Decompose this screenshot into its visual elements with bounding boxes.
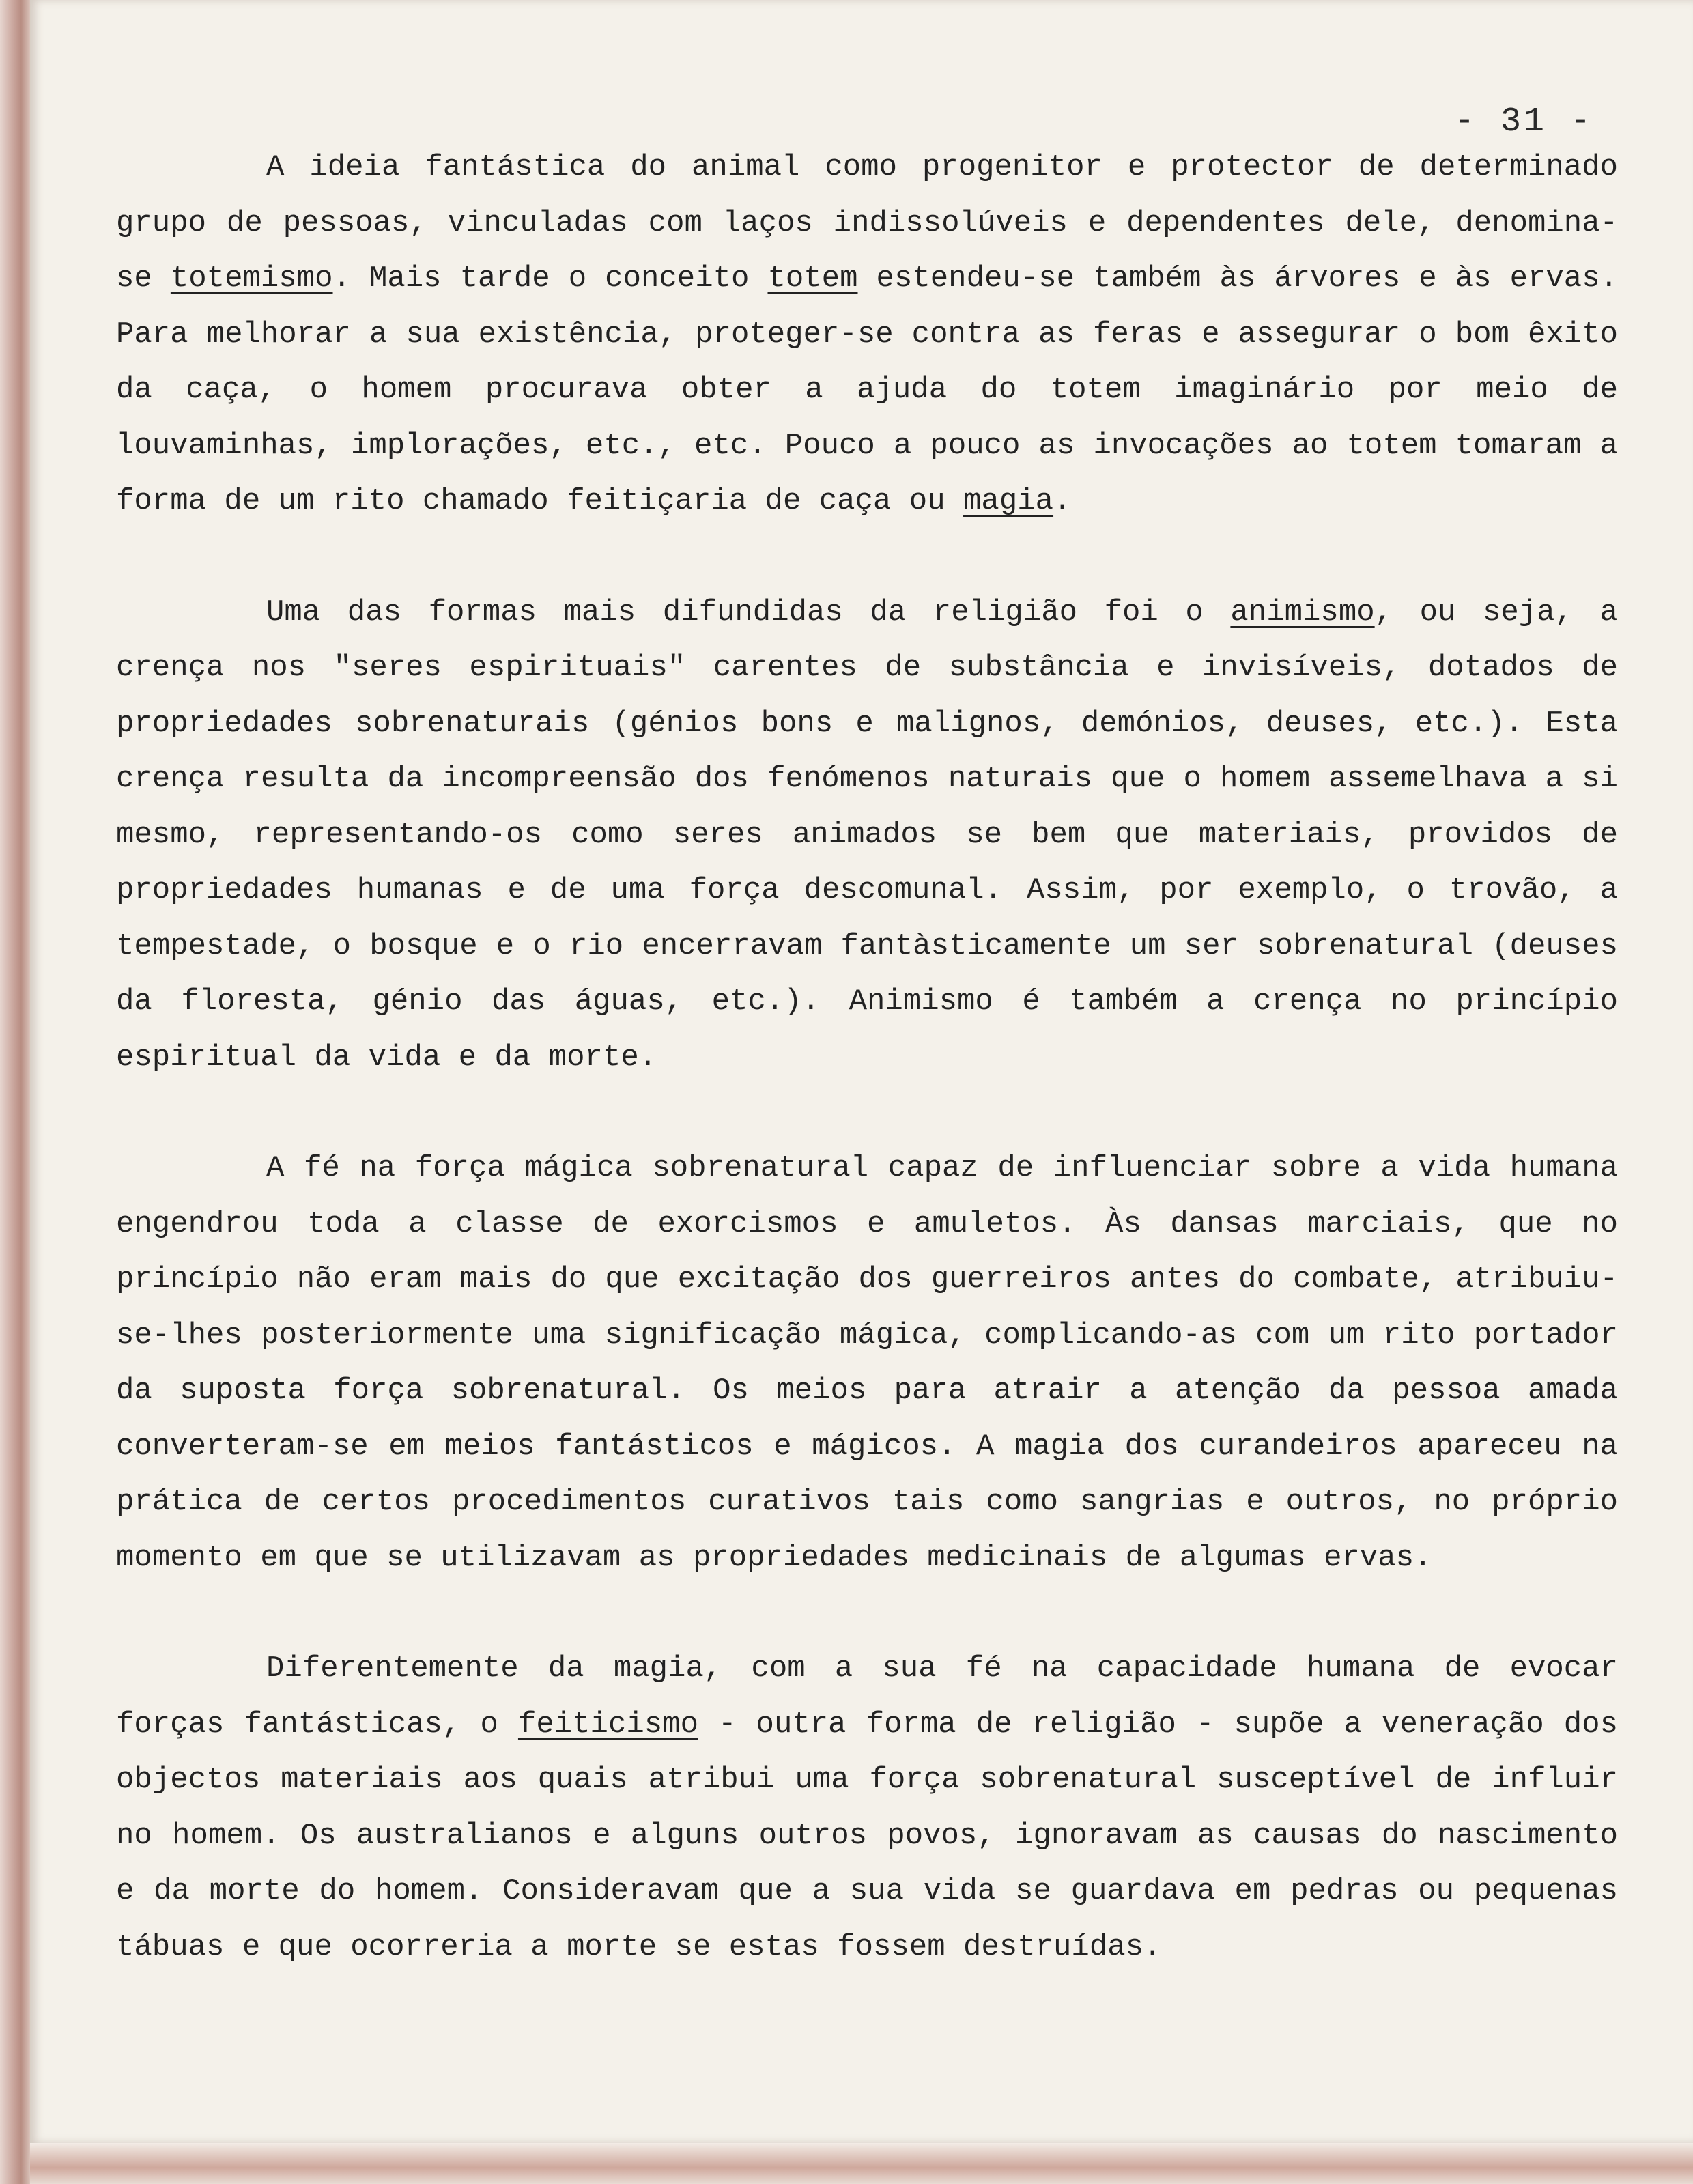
term-animismo: animismo	[1230, 595, 1375, 629]
term-magia: magia	[963, 484, 1054, 518]
body-text	[116, 140, 1618, 1975]
paragraph-animism: Uma das formas mais difundidas da religião foi o animismo, ou seja, a crença nos "seres espirituais" carentes de substância e invisíveis, dotados de propriedades sobrenaturais (génios bons e malignos, demónios, deuses, etc.). Esta crença resulta da incompreensão dos fenómenos naturais que o homem assemelhava a si mesmo, representando-os como seres animados se bem que materiais, providos de propriedades humanas e de uma força descomunal. Assim, por exemplo, o trovão, a tempestade, o bosque e o rio encerravam fantàsticamente um ser sobrenatural (deuses da floresta, génio das águas, etc.). Animismo é também a crença no princípio espiritual da vida e da morte.	[116, 595, 1619, 1075]
paragraph-totemism: A ideia fantástica do animal como progenitor e protector de determinado grupo de pessoas, vinculadas com laços indissolúveis e dependentes dele, denomina-se totemismo. Mais tarde o conceito totem estendeu-se também às árvores e às ervas. Para melhorar a sua existência, proteger-se contra as feras e assegurar o bom êxito da caça, o homem procurava obter a ajuda do totem imaginário por meio de louvaminhas, implorações, etc., etc. Pouco a pouco as invocações ao totem tomaram a forma de um rito chamado feitiçaria de caça ou magia.	[116, 150, 1619, 518]
page-number: - 31 -	[1454, 102, 1594, 141]
term-feiticismo: feiticismo	[517, 1707, 698, 1742]
book-bottom-edge	[30, 2143, 1693, 2184]
paragraph-magic: A fé na força mágica sobrenatural capaz de influenciar sobre a vida humana engendrou toda a classe de exorcismos e amuletos. Às dansas marciais, que no princípio não eram mais do que excitação dos guerreiros antes do combate, atribuiu-se-lhes posteriormente uma significação mágica, complicando-as com um rito portador da suposta força sobrenatural. Os meios para atrair a atenção da pessoa amada converteram-se em meios fantásticos e mágicos. A magia dos curandeiros apareceu na prática de certos procedimentos curativos tais como sangrias e outros, no próprio momento em que se utilizavam as propriedades medicinais de algumas ervas.	[116, 1151, 1618, 1575]
book-spine-edge	[0, 0, 30, 2184]
term-totem: totem	[767, 261, 858, 296]
term-totemismo: totemismo	[170, 261, 333, 296]
paragraph-fetishism: Diferentemente da magia, com a sua fé na capacidade humana de evocar forças fantásticas, o feiticismo - outra forma de religião - supõe a veneração dos objectos materiais aos quais atribui uma força sobrenatural susceptível de influir no homem. Os australianos e alguns outros povos, ignoravam as causas do nascimento e da morte do homem. Consideravam que a sua vida se guardava em pedras ou pequenas tábuas e que ocorreria a morte se estas fossem destruídas.	[116, 1651, 1618, 1964]
